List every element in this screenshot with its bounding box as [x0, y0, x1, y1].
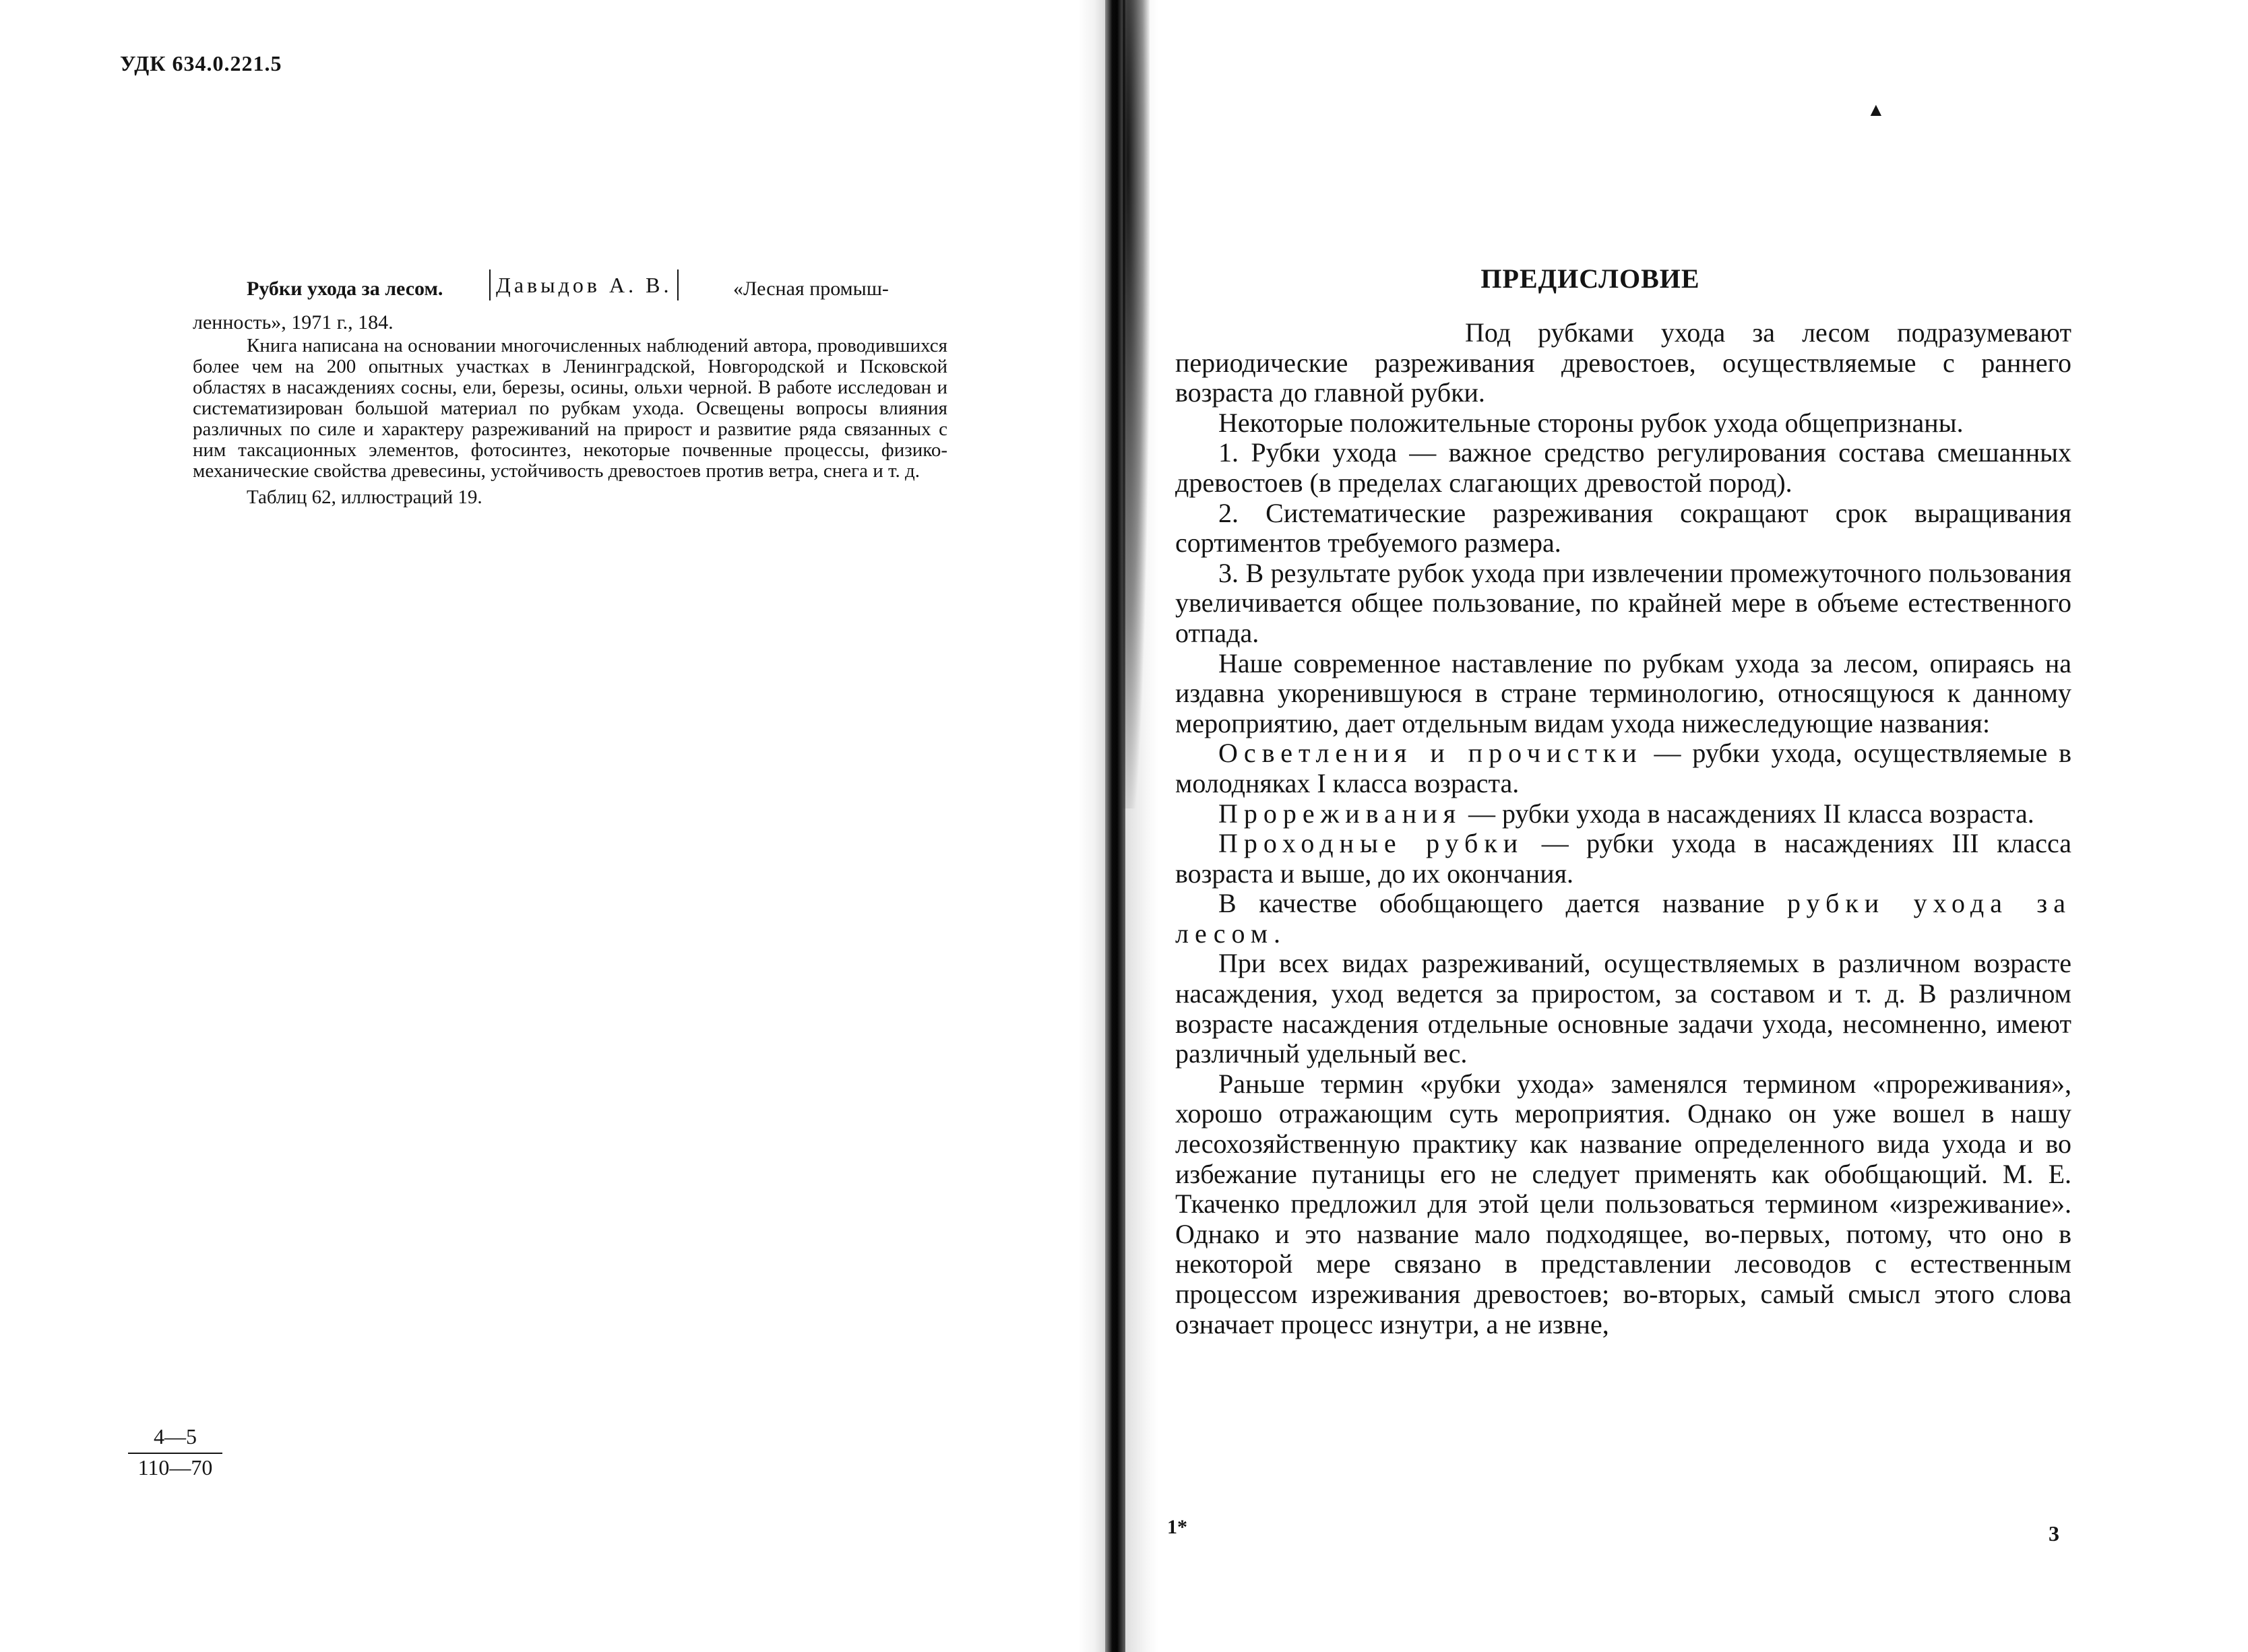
signature-mark: 1*	[1167, 1516, 1187, 1538]
spaced-term: рубки ухода за лесом	[1175, 888, 2071, 949]
paragraph	[1175, 799, 2071, 829]
udk-code: УДК 634.0.221.5	[120, 51, 282, 75]
paragraph: 3. В результате рубок ухода при извлечении промежуточного пользования увеличивается общее пользование, по крайней мере в объеме естественного отпада.	[1175, 557, 2071, 648]
paragraph	[1175, 829, 2071, 889]
gutter-blot	[1123, 0, 1150, 808]
paragraph-start: В качестве обобщающего дается название	[1218, 888, 1788, 919]
paragraph: Наше современное наставление по рубкам ухода за лесом, опираясь на издавна укоренившуюся в стране терминологию, относящуюся к данному мероприятию, дает отдельным видам ухода нижеследующие названия:	[1175, 647, 2071, 738]
term-definition: — рубки ухода в насаждениях II класса возраста.	[1462, 798, 2034, 829]
author-box: Давыдов А. В.	[489, 269, 679, 300]
paragraph: Раньше термин «рубки ухода» заменялся термином «прореживания», хорошо отражающим суть мероприятия. Однако он уже вошел в нашу лесохозяйственную практику как название определенного вида ухода и во избежание путаницы его не следует применять как обобщающий. М. Е. Ткаченко предложил для этой цели пользоваться термином «изреживание». Однако и это название мало подходящее, во-первых, потому, что оно в некоторой мере связано в представлении лесоводов с естественным процессом изреживания древостоев; во-вторых, самый смысл этого слова означает процесс изнутри, а не извне,	[1175, 1068, 2071, 1339]
page-number: 3	[2049, 1521, 2059, 1546]
paragraph	[1175, 738, 2071, 798]
paragraph: 1. Рубки ухода — важное средство регулирования состава смешанных древостоев (в пределах слагающих древостой пород).	[1175, 437, 2071, 498]
bbk-top: 4—5	[128, 1423, 222, 1454]
spaced-term: Проходные рубки	[1218, 828, 1524, 859]
preface-body	[1175, 318, 2071, 1339]
term-definition: — рубки ухода в насаждениях III класса возраста и выше, до их окончания.	[1175, 828, 2071, 889]
paragraph: При всех видах разреживаний, осуществляемых в различном возрасте насаждения, уход ведется за приростом, за составом и т. д. В различном возрасте насаждения отдельные основные задачи ухода, несомненно, имеют различный удельный вес.	[1175, 948, 2071, 1069]
bbk-fraction	[128, 1423, 222, 1481]
paragraph	[1175, 889, 2071, 949]
annotation-header	[193, 269, 947, 305]
bbk-bottom: 110—70	[137, 1455, 213, 1480]
term-definition: — рубки ухода, осуществляемые в молодняках I класса возраста.	[1175, 738, 2072, 798]
annotation-block	[193, 269, 947, 509]
preface-title: ПРЕДИСЛОВИЕ	[1480, 263, 1700, 294]
publisher-end: ленность», 1971 г., 184.	[193, 311, 394, 333]
paragraph: Под рубками ухода за лесом подразумевают периодические разреживания древостоев, осуществляемые с раннего возраста до главной рубки.	[1175, 317, 2071, 408]
corner-mark-icon: ▲	[1867, 100, 1885, 121]
tables-count: Таблиц 62, иллюстраций 19.	[247, 486, 482, 508]
binding-gutter	[1078, 0, 1159, 1652]
paragraph: Некоторые положительные стороны рубок ухода общепризнаны.	[1218, 407, 1964, 438]
annotation-text: Книга написана на основании многочисленных наблюдений автора, проводившихся более чем на 200 опытных участках в Ленинградской, Новгородской и Псковской областях в насаждениях сосны, ели, березы, осины, ольхи черной. В работе исследован и систематизирован большой материал по рубкам ухода. Освещены вопросы влияния различных по силе и характеру разреживаний на прирост и развитие ряда связанных с ним таксационных элементов, фотосинтез, некоторые почвенные процессы, физико-механические свойства древесины, устойчивость древостоев против ветра, снега и т. д.	[193, 335, 947, 482]
spaced-term: Прореживания	[1218, 798, 1462, 829]
book-title: Рубки ухода за лесом.	[247, 278, 443, 300]
spaced-term: Осветления и прочистки	[1218, 738, 1643, 769]
paragraph: 2. Систематические разреживания сокращают срок выращивания сортиментов требуемого размера.	[1175, 497, 2071, 559]
paragraph-end: .	[1274, 918, 1281, 949]
publisher-start: «Лесная промыш-	[733, 278, 889, 300]
